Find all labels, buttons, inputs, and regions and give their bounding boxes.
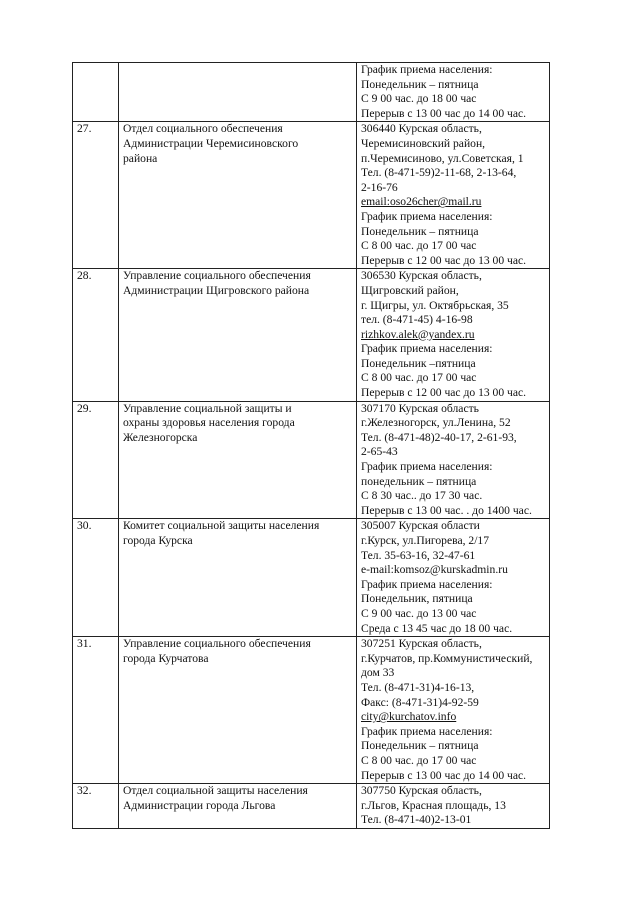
contact-info-cell — [357, 637, 550, 784]
contact-line: 307251 Курская область, — [361, 637, 482, 651]
contact-line: С 8 30 час.. до 17 30 час. — [361, 489, 483, 503]
contact-info-cell — [357, 784, 550, 829]
contact-line: Перерыв с 12 00 час до 13 00 час. — [361, 386, 527, 400]
contact-line: тел. (8-471-45) 4-16-98 — [361, 313, 473, 327]
organization-name-line: Отдел социального обеспечения — [123, 122, 283, 136]
contact-line: 2-65-43 — [361, 445, 398, 459]
contact-info-cell — [357, 269, 550, 401]
contact-line: Перерыв с 13 00 час. . до 1400 час. — [361, 503, 532, 517]
contact-line: 307170 Курская область — [361, 401, 479, 415]
organization-name-line: охраны здоровья населения города — [123, 416, 295, 430]
contact-line: г.Льгов, Красная площадь, 13 — [361, 798, 506, 812]
contact-line: Понедельник –пятница — [361, 356, 476, 370]
organization-name-cell — [119, 269, 357, 401]
email-link[interactable]: rizhkov.alek@yandex.ru — [361, 327, 475, 341]
organization-name-cell — [119, 122, 357, 269]
row-number: 31. — [73, 637, 119, 784]
contact-line: дом 33 — [361, 666, 395, 680]
contact-line: e-mail:komsoz@kurskadmin.ru — [361, 563, 508, 577]
contact-line: Щигровский район, — [361, 283, 459, 297]
contact-line: 2-16-76 — [361, 180, 398, 194]
organization-name-line: Администрации города Льгова — [123, 798, 276, 812]
contact-line: 305007 Курская области — [361, 519, 480, 533]
table-row — [73, 63, 550, 122]
organization-name-line: Комитет социальной защиты населения — [123, 519, 320, 533]
row-number: 27. — [73, 122, 119, 269]
organization-name-line: Железногорска — [123, 430, 198, 444]
contact-line: г. Щигры, ул. Октябрьская, 35 — [361, 298, 509, 312]
contact-line: Тел. (8-471-48)2-40-17, 2-61-93, — [361, 430, 517, 444]
contact-info-cell — [357, 519, 550, 637]
row-number: 28. — [73, 269, 119, 401]
contact-line: Тел. 35-63-16, 32-47-61 — [361, 548, 476, 562]
row-number: 30. — [73, 519, 119, 637]
organization-name-cell — [119, 784, 357, 829]
contact-line: г.Курчатов, пр.Коммунистический, — [361, 651, 533, 665]
table-row — [73, 519, 550, 637]
contact-line: Среда с 13 45 час до 18 00 час. — [361, 621, 513, 635]
contact-line: График приема населения: — [361, 342, 493, 356]
contact-line: Черемисиновский район, — [361, 136, 486, 150]
contact-line: График приема населения: — [361, 209, 493, 223]
contact-line: С 9 00 час. до 18 00 час — [361, 92, 477, 106]
email-link[interactable]: email:oso26cher@mail.ru — [361, 195, 482, 209]
contact-line: Тел. (8-471-59)2-11-68, 2-13-64, — [361, 166, 517, 180]
contact-line: Перерыв с 13 00 час до 14 00 час. — [361, 106, 527, 120]
table-body — [73, 63, 550, 829]
table-row — [73, 269, 550, 401]
organization-name-cell — [119, 63, 357, 122]
contact-line: Понедельник – пятница — [361, 739, 479, 753]
organization-name-line: Отдел социальной защиты населения — [123, 784, 308, 798]
table-row — [73, 784, 550, 829]
contact-line: Тел. (8-471-31)4-16-13, — [361, 680, 475, 694]
contact-line: Тел. (8-471-40)2-13-01 — [361, 813, 472, 827]
row-number — [73, 63, 119, 122]
contact-line: г.Курск, ул.Пигорева, 2/17 — [361, 534, 490, 547]
organization-name-cell — [119, 637, 357, 784]
row-number: 29. — [73, 401, 119, 519]
contact-line: График приема населения: — [361, 63, 493, 76]
contact-line: 306440 Курская область, — [361, 122, 482, 136]
contact-line: График приема населения: — [361, 724, 493, 738]
contact-line: п.Черемисиново, ул.Советская, 1 — [361, 151, 524, 165]
contact-info-cell — [357, 401, 550, 519]
organization-name-line: города Курчатова — [123, 651, 209, 665]
contact-line: Понедельник, пятница — [361, 592, 473, 606]
organization-name-line: города Курска — [123, 534, 193, 547]
offices-table — [72, 62, 550, 829]
email-link[interactable]: city@kurchatov.info — [361, 710, 457, 724]
contact-line: г.Железногорск, ул.Ленина, 52 — [361, 416, 511, 430]
contact-line: Перерыв с 13 00 час до 14 00 час. — [361, 768, 527, 782]
organization-name-line: Администрации Черемисиновского — [123, 136, 299, 150]
contact-line: 306530 Курская область, — [361, 269, 482, 283]
table-row — [73, 401, 550, 519]
organization-name-line: Администрации Щигровского района — [123, 283, 310, 297]
contact-line: 307750 Курская область, — [361, 784, 482, 798]
contact-info-cell — [357, 122, 550, 269]
organization-name-line: Управление социального обеспечения — [123, 269, 311, 283]
organization-name-cell — [119, 519, 357, 637]
contact-line: С 8 00 час. до 17 00 час — [361, 753, 477, 767]
organization-name-line: Управление социальной защиты и — [123, 401, 292, 415]
contact-line: Факс: (8-471-31)4-92-59 — [361, 695, 479, 709]
organization-name-line: Управление социального обеспечения — [123, 637, 311, 651]
contact-line: С 8 00 час. до 17 00 час — [361, 239, 477, 253]
row-number: 32. — [73, 784, 119, 829]
contact-line: понедельник – пятница — [361, 474, 477, 488]
organization-name-line: района — [123, 151, 158, 165]
contact-info-cell — [357, 63, 550, 122]
contact-line: С 8 00 час. до 17 00 час — [361, 371, 477, 385]
contact-line: Понедельник – пятница — [361, 224, 479, 238]
contact-line: График приема населения: — [361, 577, 493, 591]
table-row — [73, 122, 550, 269]
contact-line: График приема населения: — [361, 460, 493, 474]
contact-line: Перерыв с 12 00 час до 13 00 час. — [361, 253, 527, 267]
contact-line: С 9 00 час. до 13 00 час — [361, 606, 477, 620]
contact-line: Понедельник – пятница — [361, 77, 479, 91]
table-row — [73, 637, 550, 784]
organization-name-cell — [119, 401, 357, 519]
